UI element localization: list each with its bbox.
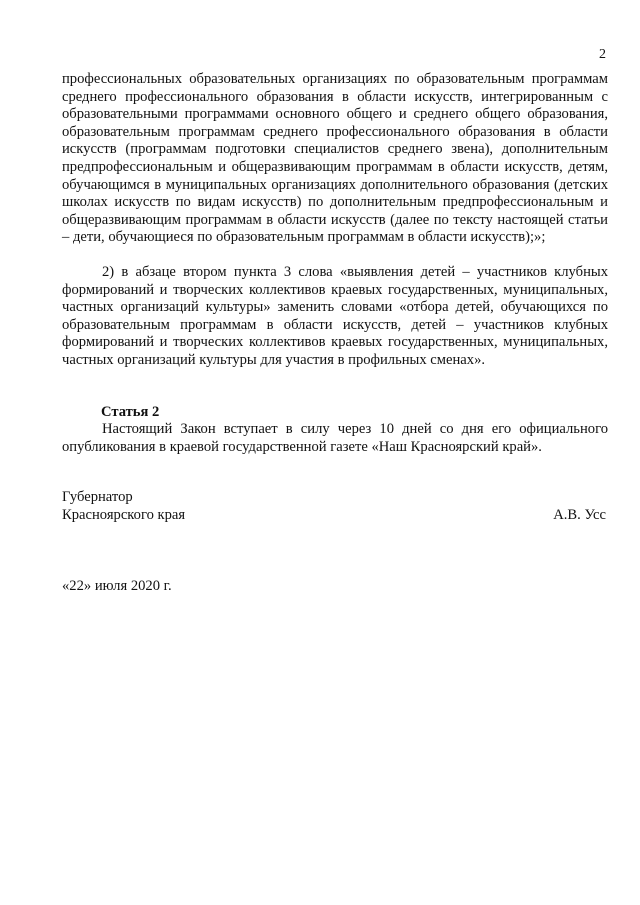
signature-title-line-1: Губернатор <box>62 489 133 505</box>
amendment-item-2-paragraph: 2) в абзаце втором пункта 3 слова «выявления детей – участников клубных формирований и творческих коллективов краевых государственных, муниципальных, частных организаций культуры» заменить словами «отбора детей, обучающихся по образовательным программам в области искусств, детей – участников клубных формирований и творческих коллективов краевых государственных, муниципальных, частных организаций культуры для участия в профильных сменах». <box>62 264 608 368</box>
document-date: «22» июля 2020 г. <box>62 578 172 594</box>
continuation-paragraph: профессиональных образовательных организациях по образовательным программам среднего профессионального образования в области искусств, интегрированным с образовательными программами основного общего и среднего общего образования, образовательным программам среднего профессионального образования в области искусств (программам подготовки специалистов среднего звена), дополнительным предпрофессиональным и общеразвивающим программам в области искусств, детям, обучающимся в муниципальных организациях дополнительного образования (детских школах искусств по видам искусств) по дополнительным предпрофессиональным и общеразвивающим программам в области искусств (далее по тексту настоящей статьи – дети, обучающиеся по образовательным программам в области искусств);»; <box>62 71 608 246</box>
page-number: 2 <box>599 47 606 62</box>
article-2-text: Настоящий Закон вступает в силу через 10 дней со дня его официального опубликования в краевой государственной газете «Наш Красноярский край». <box>62 421 608 455</box>
article-2-heading: Статья 2 <box>101 404 160 420</box>
signature-name: А.В. Усс <box>553 507 606 523</box>
signature-title <box>62 489 185 524</box>
signature-title-line-2: Красноярского края <box>62 506 186 523</box>
